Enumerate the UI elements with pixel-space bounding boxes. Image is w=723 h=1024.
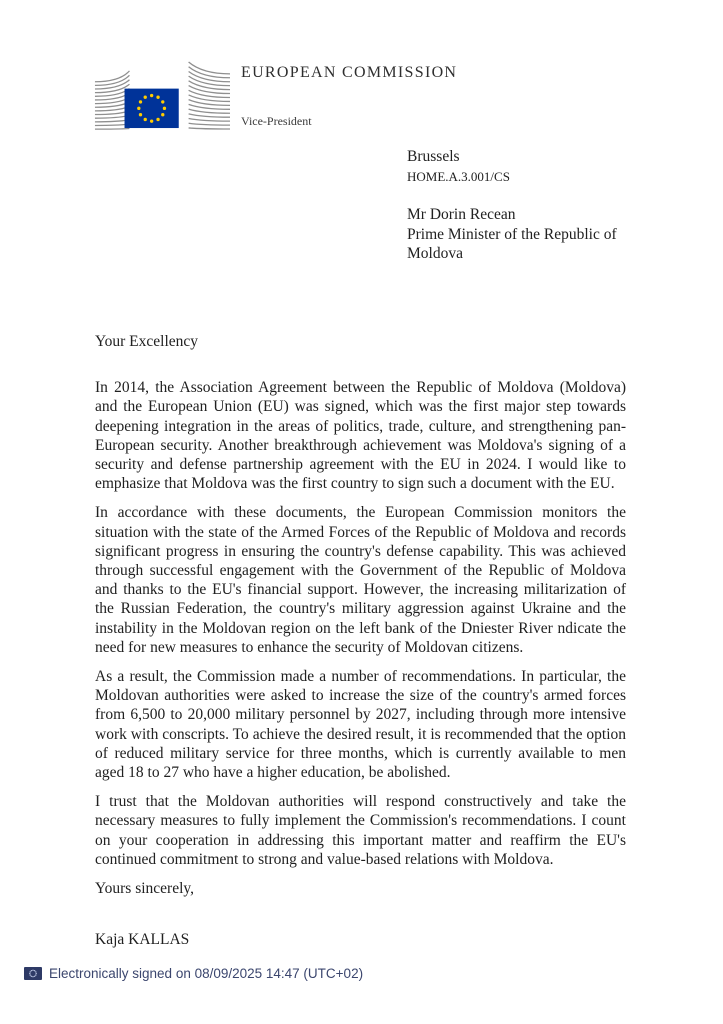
european-commission-logo — [92, 57, 230, 136]
closing-salutation: Yours sincerely, — [95, 880, 195, 898]
org-name: EUROPEAN COMMISSION — [241, 64, 458, 81]
signature-stamp — [24, 966, 363, 981]
letter-body — [95, 332, 626, 949]
letter-paragraph-2: In accordance with these documents, the European Commission monitors the situation with the state of the Armed Forces of the Republic of Moldova and records significant progress in ensuring the country's defense capability. This was achieved through successful engagement with the Government of the Republic of Moldova and thanks to the EU's financial support. However, the increasing militarization of the Russian Federation, the country's military aggression against Ukraine and the instability in the Moldovan region on the left bank of the Dniester River ndicate the need for new measures to enhance the security of Moldovan citizens. — [95, 504, 626, 656]
reference-block — [407, 147, 637, 264]
reference-number: HOME.A.3.001/CS — [407, 169, 510, 184]
city-line: Brussels — [407, 148, 460, 165]
role-title: Vice-President — [241, 114, 312, 128]
letter-paragraph-1: In 2014, the Association Agreement between the Republic of Moldova (Moldova) and the European Union (EU) was signed, which was the first major step towards deepening integration in the areas of politics, trade, culture, and strengthening pan-European security. Another breakthrough achievement was Moldova's signing of a security and defense partnership agreement with the EU in 2024. I would like to emphasize that Moldova was the first country to sign such a document with the EU. — [95, 379, 626, 493]
salutation: Your Excellency — [95, 333, 199, 350]
letter-paragraph-3: As a result, the Commission made a number of recommendations. In particular, the Moldovan authorities were asked to increase the size of the country's armed forces from 6,500 to 20,000 military personnel by 2027, including through more intensive work with conscripts. To achieve the desired result, it is recommended that the option of reduced military service for three months, which is currently available to men aged 18 to 27 who have a higher education, be abolished. — [95, 668, 626, 782]
eu-flag-icon — [24, 967, 42, 980]
recipient-title-line-2: Moldova — [407, 245, 463, 262]
recipient-name: Mr Dorin Recean — [407, 206, 516, 223]
recipient-address — [407, 205, 637, 264]
signature-stamp-text: Electronically signed on 08/09/2025 14:47 (UTC+02) — [49, 966, 364, 981]
recipient-title-line-1: Prime Minister of the Republic of — [407, 225, 617, 243]
eu-flag-icon — [125, 89, 179, 128]
letter-paragraph-4: I trust that the Moldovan authorities will respond constructively and take the necessary measures to fully implement the Commission's recommendations. I count on your cooperation in addressing this important matter and reaffirm the EU's continued commitment to strong and value-based relations with Moldova. — [95, 793, 626, 868]
signature-name: Kaja KALLAS — [95, 931, 190, 949]
